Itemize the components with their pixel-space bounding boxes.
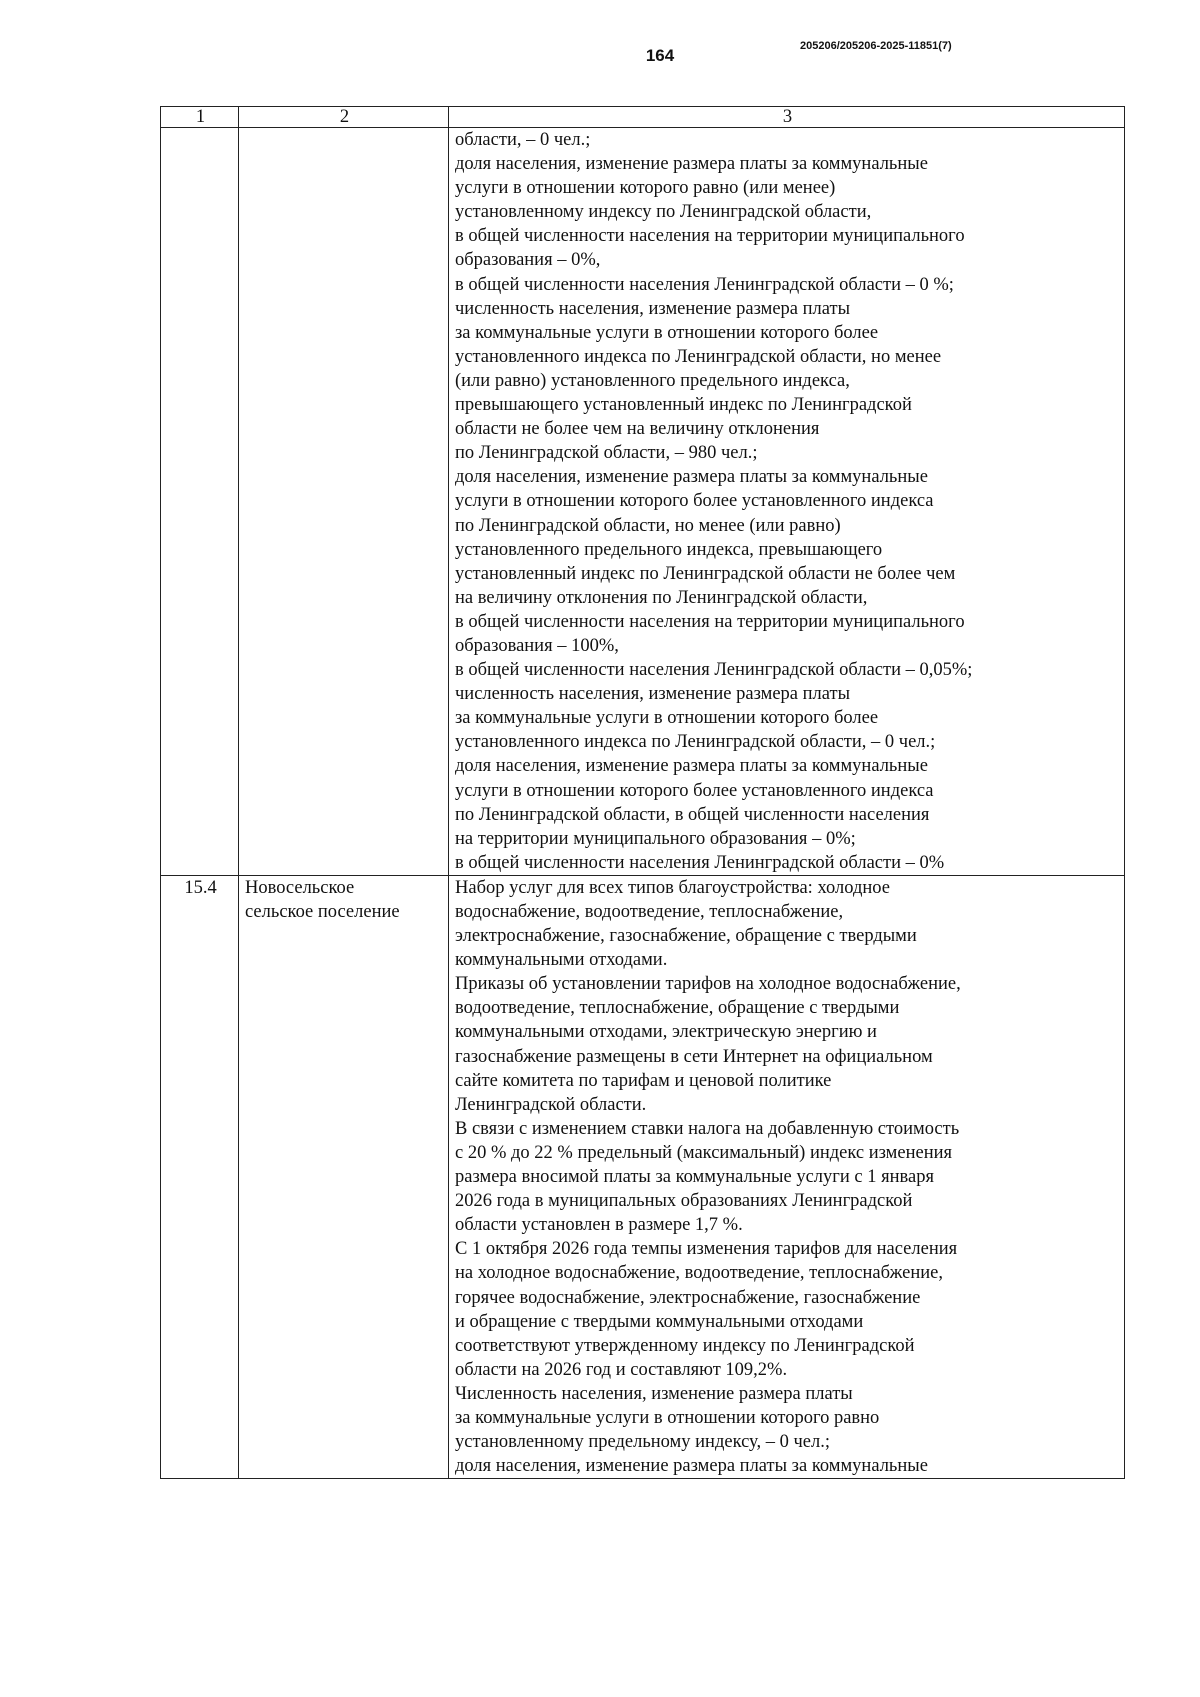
description-line: за коммунальные услуги в отношении которого более [455, 322, 879, 343]
description-line: в общей численности населения на территории муниципального [455, 611, 965, 632]
description-line: Ленинградской области. [455, 1094, 647, 1115]
description-line: Приказы об установлении тарифов на холодное водоснабжение, [455, 974, 961, 995]
description-line: коммунальными отходами, электрическую энергию и [455, 1022, 877, 1043]
description-line: 2026 года в муниципальных образованиях Ленинградской [455, 1191, 913, 1212]
table-row [161, 875, 1125, 1478]
description-line: установленного индекса по Ленинградской области, но менее [455, 346, 942, 367]
description-line: и обращение с твердыми коммунальными отходами [455, 1311, 864, 1332]
description-line: образования – 0%, [455, 250, 601, 271]
municipality-cell [239, 875, 449, 1478]
description-line: сайте комитета по тарифам и ценовой политике [455, 1070, 832, 1091]
description-line: Набор услуг для всех типов благоустройства: холодное [455, 877, 890, 898]
description-line: водоотведение, теплоснабжение, обращение с твердыми [455, 998, 900, 1019]
page-number: 164 [645, 46, 675, 65]
column-header-3: 3 [449, 107, 1125, 128]
description-line: области установлен в размере 1,7 %. [455, 1215, 743, 1236]
description-line: горячее водоснабжение, электроснабжение, газоснабжение [455, 1287, 921, 1308]
row-number: 15.4 [184, 877, 217, 898]
description-line: установленного индекса по Ленинградской области, – 0 чел.; [455, 732, 936, 753]
description-line: водоснабжение, водоотведение, теплоснабжение, [455, 902, 844, 922]
description-line: услуги в отношении которого более установленного индекса [455, 491, 934, 512]
description-line: установленному предельному индексу, – 0 чел.; [455, 1432, 830, 1453]
row-number-cell [161, 875, 239, 1478]
description-line: в общей численности населения Ленинградской области – 0% [455, 852, 945, 873]
description-line: доля населения, изменение размера платы за коммунальные [455, 1456, 928, 1477]
description-line: области, – 0 чел.; [455, 130, 591, 150]
document-id: 205206/205206-2025-11851(7) [800, 40, 952, 52]
description-line: установленному индексу по Ленинградской области, [455, 202, 872, 223]
municipality-cell [239, 128, 449, 876]
description-line: за коммунальные услуги в отношении которого более [455, 708, 879, 729]
table-body [161, 128, 1125, 1479]
municipality-name-line: Новосельское [245, 877, 355, 898]
row-number-cell [161, 128, 239, 876]
description-line: в общей численности населения Ленинградской области – 0,05%; [455, 660, 973, 681]
column-number-row [161, 107, 1125, 128]
column-header-1: 1 [161, 107, 239, 128]
description-line: численность населения, изменение размера платы [455, 684, 850, 705]
description-line: услуги в отношении которого равно (или менее) [455, 178, 836, 199]
description-line: на величину отклонения по Ленинградской области, [455, 587, 868, 608]
municipality-name-line: сельское поселение [245, 902, 400, 922]
description-line: С 1 октября 2026 года темпы изменения тарифов для населения [455, 1239, 958, 1260]
description-line: образования – 100%, [455, 635, 619, 656]
description-line: по Ленинградской области, но менее (или равно) [455, 515, 841, 536]
description-line: области на 2026 год и составляют 109,2%. [455, 1359, 788, 1380]
description-cell [449, 128, 1125, 876]
description-line: коммунальными отходами. [455, 950, 668, 971]
description-line: В связи с изменением ставки налога на добавленную стоимость [455, 1118, 960, 1139]
description-line: в общей численности населения Ленинградской области – 0 %; [455, 274, 954, 295]
description-line: газоснабжение размещены в сети Интернет на официальном [455, 1046, 933, 1067]
description-line: установленный индекс по Ленинградской области не более чем [455, 563, 956, 584]
description-line: за коммунальные услуги в отношении которого равно [455, 1407, 880, 1428]
description-line: (или равно) установленного предельного индекса, [455, 370, 850, 391]
tariff-table [160, 106, 1125, 1479]
description-line: электроснабжение, газоснабжение, обращение с твердыми [455, 926, 917, 947]
description-line: соответствуют утвержденному индексу по Ленинградской [455, 1335, 915, 1356]
description-line: по Ленинградской области, – 980 чел.; [455, 443, 758, 464]
description-line: на территории муниципального образования – 0%; [455, 828, 856, 849]
description-line: доля населения, изменение размера платы за коммунальные [455, 467, 928, 488]
description-line: превышающего установленный индекс по Ленинградской [455, 395, 912, 416]
description-line: услуги в отношении которого более установленного индекса [455, 780, 934, 801]
description-line: по Ленинградской области, в общей численности населения [455, 804, 930, 825]
description-line: Численность населения, изменение размера платы [455, 1383, 853, 1404]
description-line: с 20 % до 22 % предельный (максимальный) индекс изменения [455, 1142, 953, 1163]
table-row [161, 128, 1125, 876]
description-line: в общей численности населения на территории муниципального [455, 226, 965, 247]
description-line: области не более чем на величину отклонения [455, 419, 820, 440]
description-line: доля населения, изменение размера платы за коммунальные [455, 756, 928, 777]
description-line: доля населения, изменение размера платы за коммунальные [455, 154, 928, 175]
description-line: на холодное водоснабжение, водоотведение, теплоснабжение, [455, 1263, 943, 1284]
description-cell [449, 875, 1125, 1478]
description-line: численность населения, изменение размера платы [455, 298, 850, 319]
description-line: размера вносимой платы за коммунальные услуги с 1 января [455, 1167, 934, 1188]
description-line: установленного предельного индекса, превышающего [455, 539, 883, 560]
column-header-2: 2 [239, 107, 449, 128]
